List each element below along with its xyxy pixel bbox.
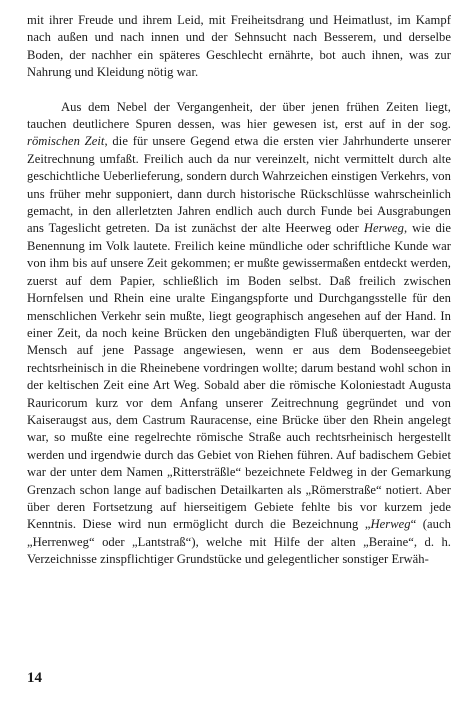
italic-term: Herweg xyxy=(363,221,405,236)
text-run: mit ihrer Freude und ihrem Leid, mit Freiheitsdrang und Heimatlust, im Kampf nach außen und nach innen und der Sehnsucht nach Besserem, und derselbe Boden, der nachher ein späteres Geschlecht ernährte, bot auch ihnen, was zur Nahrung und Kleidung nötig war. xyxy=(27,13,451,80)
document-page xyxy=(27,12,451,569)
text-run: “ (auch „Herrenweg“ oder „Lantstraß“), welche mit Hilfe der alten „Beraine“, d. h. Verzeichnisse zinspflichtiger Grundstücke und gelegentlicher sonstiger Erwäh- xyxy=(27,517,451,567)
italic-term: römischen Zeit xyxy=(27,134,105,149)
italic-term: Herweg xyxy=(370,517,411,532)
text-run: Aus dem Nebel der Vergangenheit, der über jenen frühen Zeiten liegt, tauchen deutlichere Spuren dessen, was hier gewesen ist, erst auf in der sog. xyxy=(27,99,451,132)
text-run: , die für unsere Gegend etwa die ersten vier Jahrhunderte unserer Zeitrechnung umfaßt. Freilich auch da nur vereinzelt, nicht vermittelt durch alte geschichtliche Ueberlieferung, sondern durch Wahrzeichen einstigen Verkehrs, von uns früher mehr supponiert, dann durch historische Rückschlüsse wahrscheinlich gemacht, in den allerletzten Jahren endlich auch durch Funde bei Ausgrabungen ans Tageslicht getreten. Da ist zunächst der alte Heerweg oder xyxy=(27,134,451,236)
text-run: , wie die Benennung im Volk lautete. Freilich keine mündliche oder schriftliche Kunde war von ihm bis auf unsere Zeit gekommen; er mußte gewissermaßen entdeckt werden, zuerst auf dem Papier, schließlich im Boden selbst. Daß freilich zwischen Hornfelsen und Rhein eine uralte Eingangspforte und Durchgangsstelle für den menschlichen Verkehr sein mußte, liegt geographisch angesehen auf der Hand. In einer Zeit, da noch keine Brücken den ungebändigten Fluß überquerten, war der Mensch auf jene Passage angewiesen, wenn er aus dem Bodenseegebiet rechtsrheinisch in die Rheinebene vordringen wollte; darum bestand wohl schon in der keltischen Zeit eine Art Weg. Sobald aber die römische Koloniestadt Augusta Rauricorum kurz vor dem Anfang unserer Zeitrechnung gegründet und von Kaiseraugst aus, dem Castrum Rauracense, eine Brücke über den Rhein angelegt war, so mußte eine regelrechte römische Straße auch rechtsrheinisch hergestellt werden und irgendwie durch das Gebiet von Riehen führen. Auf badischem Gebiet war der unter dem Namen „Rittersträßle“ bezeichnete Feldweg in der Gemarkung Grenzach schon lange auf badischen Detailkarten als „Römerstraße“ notiert. Aber über deren Fortsetzung auf hierseitigem Gebiete fehlte bis vor kurzem jede Kenntnis. Diese wird nun ermöglicht durch die Bezeichnung „ xyxy=(27,221,452,532)
paragraph-1 xyxy=(27,12,451,82)
paragraph-2 xyxy=(27,99,451,569)
text-body xyxy=(27,12,451,569)
page-number: 14 xyxy=(27,670,42,686)
